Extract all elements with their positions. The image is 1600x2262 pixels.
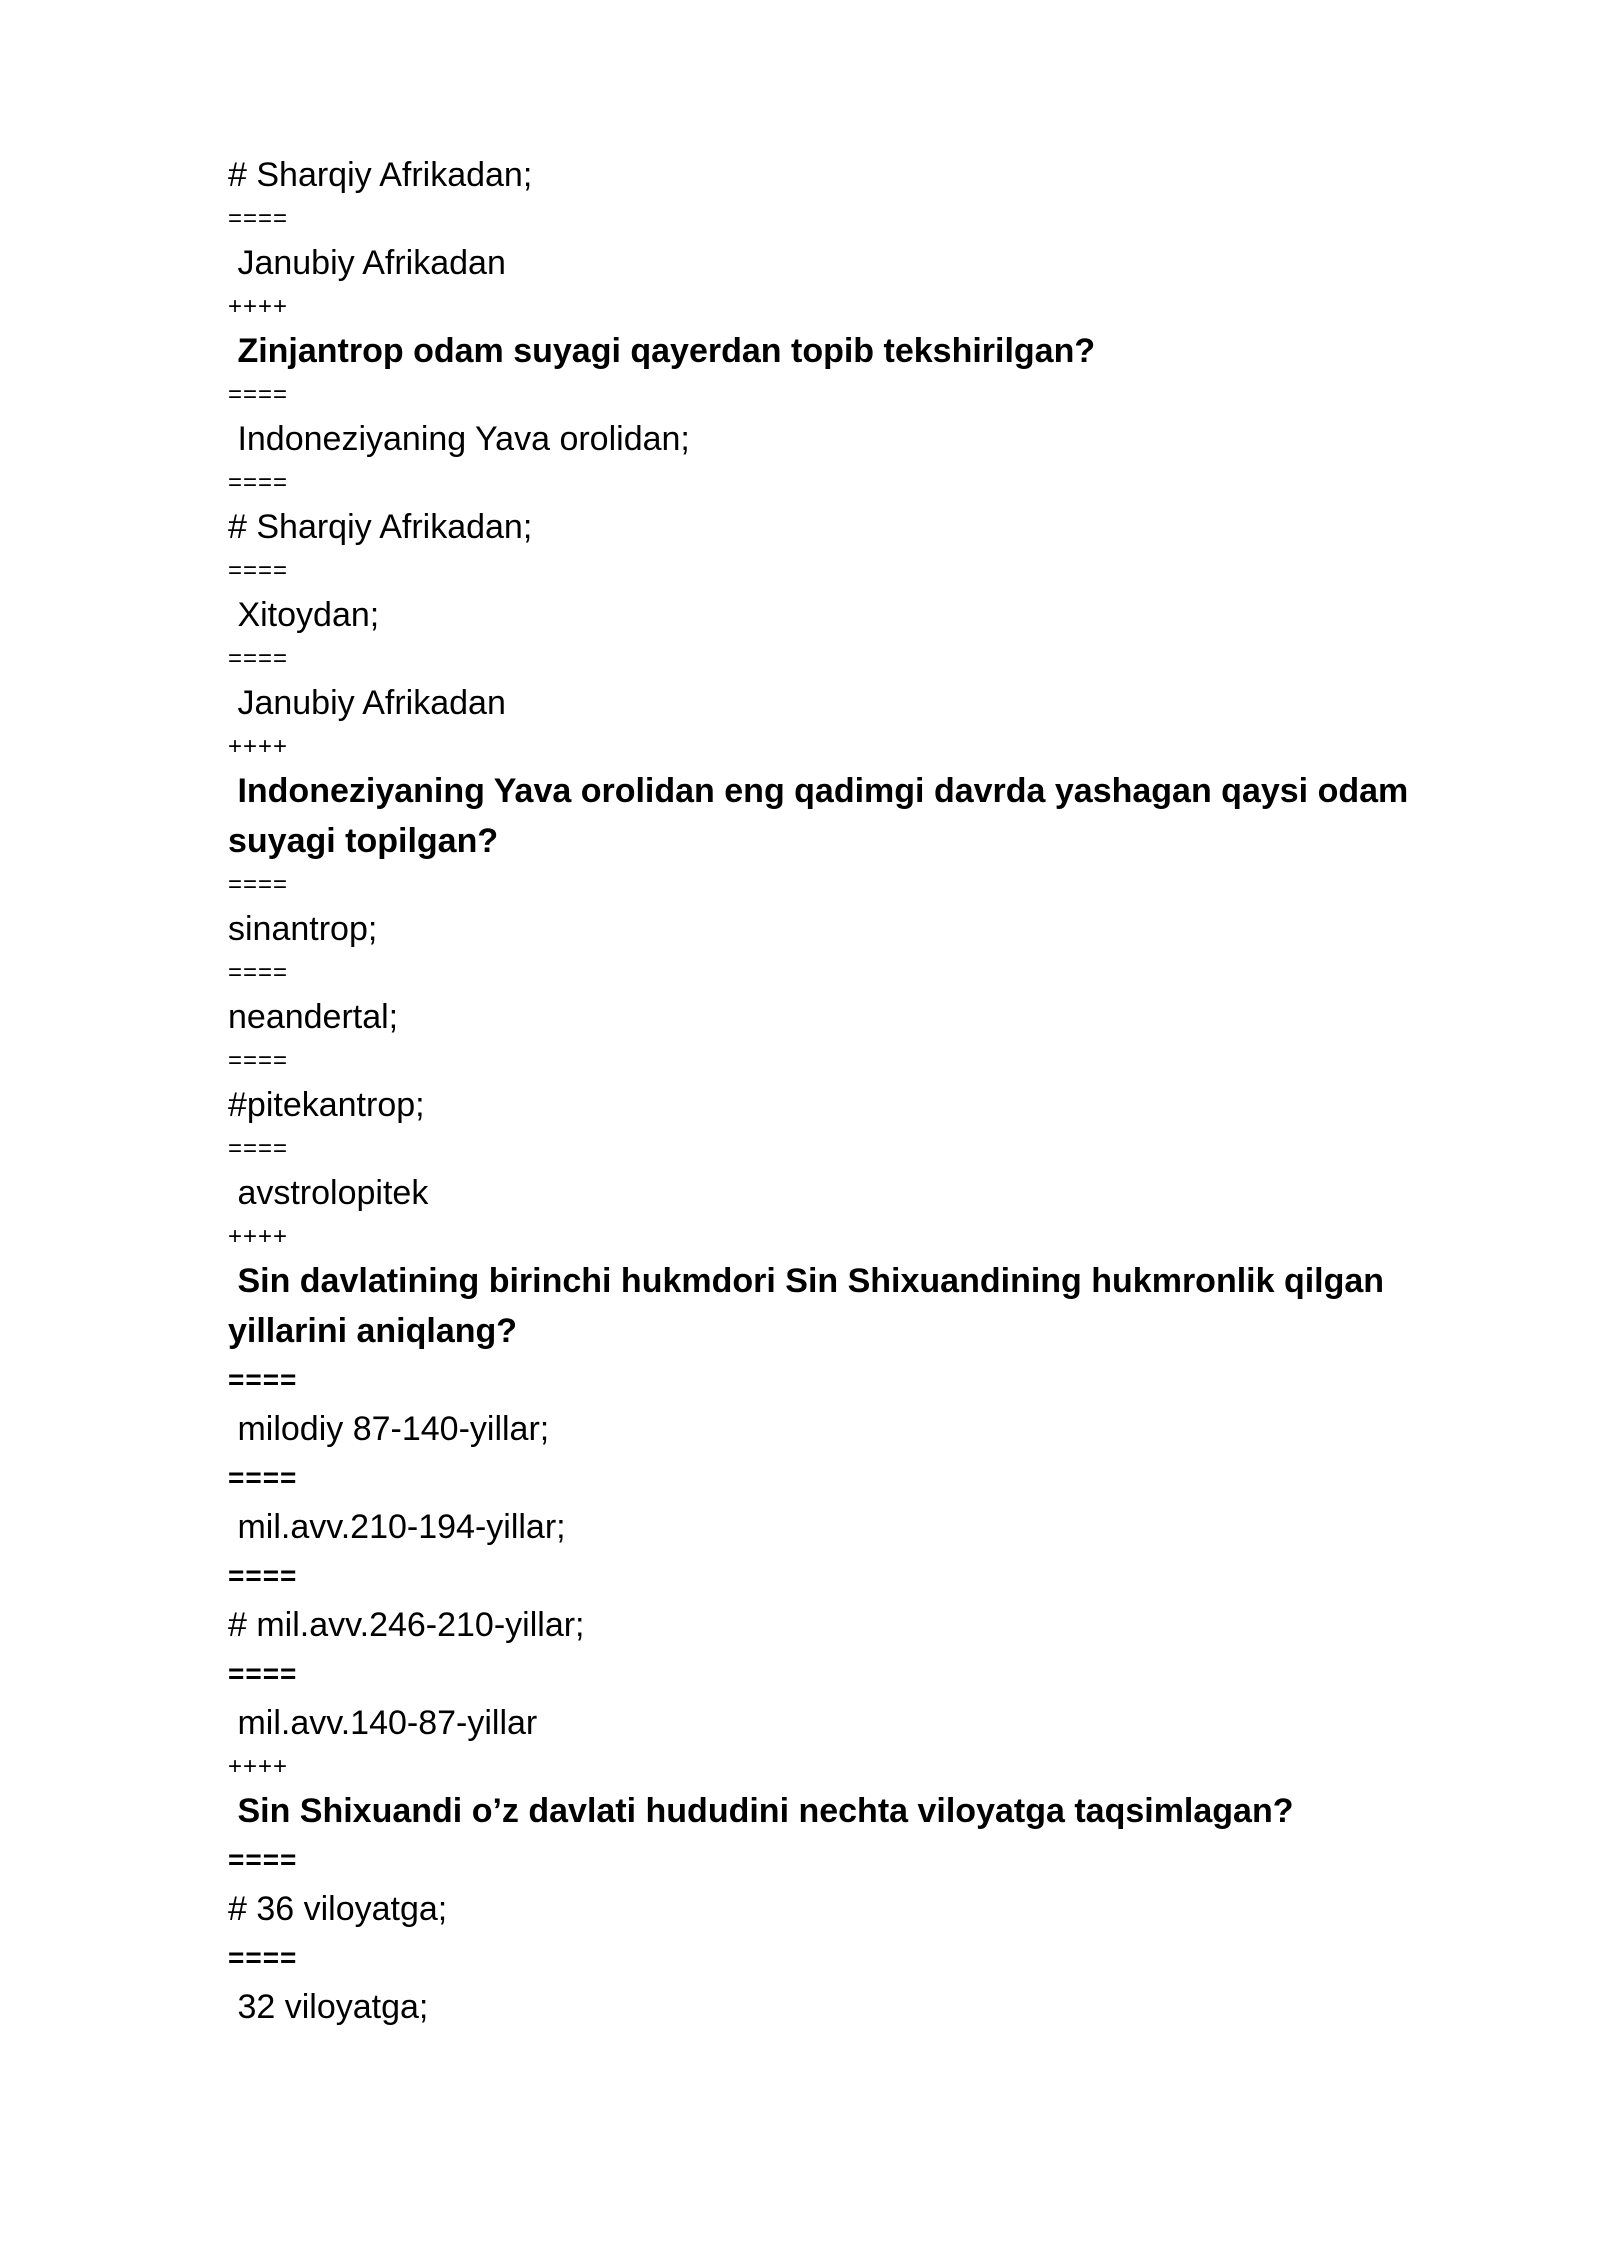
option-separator: ==== xyxy=(228,1135,289,1162)
option-separator: ==== xyxy=(228,1462,298,1493)
option-separator: ==== xyxy=(228,381,289,408)
answer-option: 32 viloyatga; xyxy=(228,1988,429,2026)
answer-option: # Sharqiy Afrikadan; xyxy=(228,156,533,194)
question-separator: ++++ xyxy=(228,1223,289,1250)
document-body xyxy=(228,150,1478,2032)
answer-option: Xitoydan; xyxy=(228,596,380,634)
answer-option: # mil.avv.246-210-yillar; xyxy=(228,1606,585,1644)
answer-option: avstrolopitek xyxy=(228,1174,429,1212)
option-separator: ==== xyxy=(228,557,289,584)
answer-option: sinantrop; xyxy=(228,910,378,948)
answer-option: neandertal; xyxy=(228,998,399,1036)
option-separator: ==== xyxy=(228,1942,298,1973)
option-separator: ==== xyxy=(228,469,289,496)
question-text: Sin Shixuandi o’z davlati hududini nechta viloyatga taqsimlagan? xyxy=(228,1792,1294,1830)
answer-option: Indoneziyaning Yava orolidan; xyxy=(228,420,690,458)
question-text: Indoneziyaning Yava orolidan eng qadimgi davrda yashagan qaysi odam suyagi topilgan? xyxy=(228,772,1418,860)
answer-option: Janubiy Afrikadan xyxy=(228,244,506,282)
option-separator: ==== xyxy=(228,205,289,232)
option-separator: ==== xyxy=(228,645,289,672)
answer-option: mil.avv.210-194-yillar; xyxy=(228,1508,566,1546)
answer-option: #pitekantrop; xyxy=(228,1086,425,1124)
answer-option: # 36 viloyatga; xyxy=(228,1890,448,1928)
answer-option: # Sharqiy Afrikadan; xyxy=(228,508,533,546)
question-text: Sin davlatining birinchi hukmdori Sin Shixuandining hukmronlik qilgan yillarini aniqlang? xyxy=(228,1262,1394,1350)
question-separator: ++++ xyxy=(228,1753,289,1780)
option-separator: ==== xyxy=(228,959,289,986)
option-separator: ==== xyxy=(228,1364,298,1395)
option-separator: ==== xyxy=(228,1844,298,1875)
answer-option: Janubiy Afrikadan xyxy=(228,684,506,722)
question-separator: ++++ xyxy=(228,293,289,320)
answer-option: mil.avv.140-87-yillar xyxy=(228,1704,538,1742)
answer-option: milodiy 87-140-yillar; xyxy=(228,1410,550,1448)
option-separator: ==== xyxy=(228,871,289,898)
question-text: Zinjantrop odam suyagi qayerdan topib tekshirilgan? xyxy=(228,332,1096,370)
option-separator: ==== xyxy=(228,1658,298,1689)
option-separator: ==== xyxy=(228,1047,289,1074)
question-separator: ++++ xyxy=(228,733,289,760)
option-separator: ==== xyxy=(228,1560,298,1591)
